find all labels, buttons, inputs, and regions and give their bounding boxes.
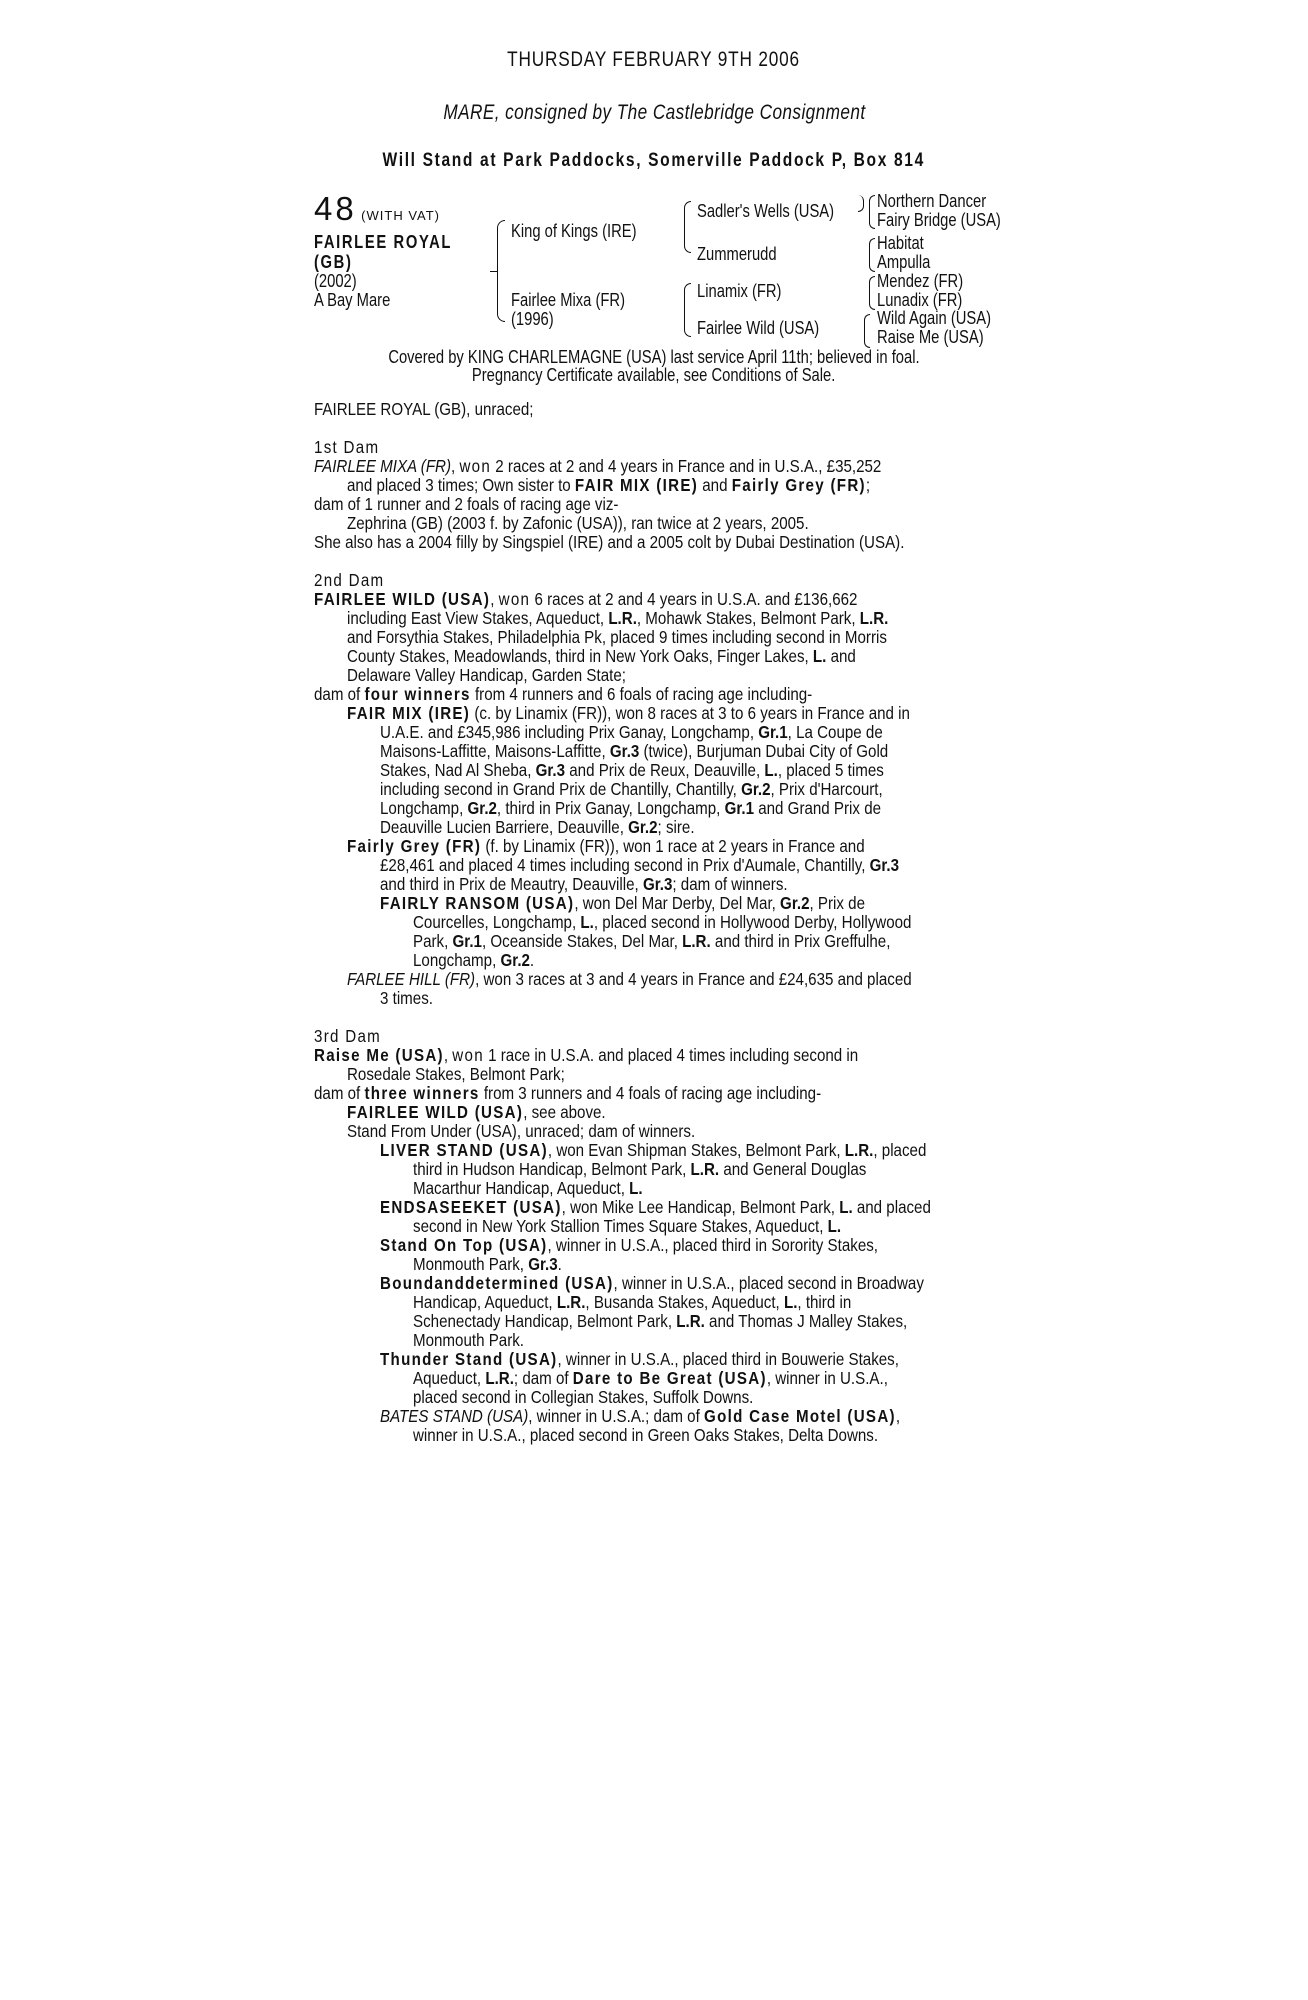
covered-line: Covered by KING CHARLEMAGNE (USA) last service April 11th; believed in foal. [388,347,920,367]
produce-boundanddetermined: Handicap, Aqueduct, L.R., Busanda Stakes, Aqueduct, L., third in [413,1292,852,1312]
produce-bates-stand: winner in U.S.A., placed second in Green Oaks Stakes, Delta Downs. [413,1425,879,1445]
produce-bates-stand: BATES STAND (USA), winner in U.S.A.; dam of Gold Case Motel (USA), [380,1406,901,1426]
pedigree-gen3-3: Habitat [877,233,924,253]
pedigree-brace-1-point [490,271,497,272]
pedigree-gen3-5: Mendez (FR) [877,271,964,291]
pedigree-gen3-6: Lunadix (FR) [877,290,963,310]
third-dam-line: dam of three winners from 3 runners and 4 foals of racing age including- [314,1083,822,1103]
second-dam-line: County Stakes, Meadowlands, third in New York Oaks, Finger Lakes, L. and [347,646,856,666]
third-dam-line: Raise Me (USA), won 1 race in U.S.A. and placed 4 times including second in [314,1045,859,1065]
second-dam-heading: 2nd Dam [314,570,385,590]
pedigree-dam-year: (1996) [511,309,554,329]
produce-thunder-stand: Aqueduct, L.R.; dam of Dare to Be Great (USA), winner in U.S.A., [413,1368,888,1388]
first-dam-line: and placed 3 times; Own sister to FAIR MIX (IRE) and Fairly Grey (FR); [347,475,871,495]
first-dam-heading: 1st Dam [314,437,380,457]
certificate-line: Pregnancy Certificate available, see Conditions of Sale. [472,365,836,385]
sale-date: THURSDAY FEBRUARY 9TH 2006 [507,48,801,71]
pedigree-sire: King of Kings (IRE) [511,221,637,241]
produce-stand-on-top: Stand On Top (USA), winner in U.S.A., placed third in Sorority Stakes, [380,1235,879,1255]
produce-stand-on-top: Monmouth Park, Gr.3. [413,1254,562,1274]
lot-number-block [314,190,440,228]
produce-farlee-hill: FARLEE HILL (FR), won 3 races at 3 and 4 years in France and £24,635 and placed [347,969,912,989]
first-dam-line: She also has a 2004 filly by Singspiel (IRE) and a 2005 colt by Dubai Destination (USA). [314,532,905,552]
pedigree-brace-2b [684,283,691,337]
pedigree-brace-3a [869,195,875,229]
produce-liver-stand: third in Hudson Handicap, Belmont Park, L.R. and General Douglas [413,1159,867,1179]
produce-boundanddetermined: Schenectady Handicap, Belmont Park, L.R. and Thomas J Malley Stakes, [413,1311,908,1331]
produce-fairly-ransom: Longchamp, Gr.2. [413,950,535,970]
third-dam-line: Rosedale Stakes, Belmont Park; [347,1064,565,1084]
pedigree-gen3-8: Raise Me (USA) [877,327,984,347]
lot-number: 48 [314,190,357,227]
produce-fairly-ransom: FAIRLY RANSOM (USA), won Del Mar Derby, Del Mar, Gr.2, Prix de [380,893,866,913]
pedigree-gen3-4: Ampulla [877,252,931,272]
second-dam-line: FAIRLEE WILD (USA), won 6 races at 2 and 4 years in U.S.A. and £136,662 [314,589,858,609]
first-dam-line: FAIRLEE MIXA (FR), won 2 races at 2 and 4 years in France and in U.S.A., £35,252 [314,456,882,476]
horse-year: (2002) [314,271,357,291]
produce-fairly-grey: Fairly Grey (FR) (f. by Linamix (FR)), won 1 race at 2 years in France and [347,836,865,856]
horse-name: FAIRLEE ROYAL [314,232,453,252]
first-dam-name: FAIRLEE MIXA (FR) [314,456,452,476]
first-dam-line: dam of 1 runner and 2 foals of racing age viz- [314,494,619,514]
produce-stand-from-under: Stand From Under (USA), unraced; dam of winners. [347,1121,696,1141]
pedigree-dam-dam: Fairlee Wild (USA) [697,318,820,338]
produce-fair-mix: U.A.E. and £345,986 including Prix Ganay, Longchamp, Gr.1, La Coupe de [380,722,883,742]
produce-liver-stand: LIVER STAND (USA), won Evan Shipman Stakes, Belmont Park, L.R., placed [380,1140,927,1160]
produce-record [314,400,1014,1445]
pedigree-brace-3b [869,238,875,272]
third-dam-name: Raise Me (USA) [314,1045,444,1065]
produce-boundanddetermined: Boundanddetermined (USA), winner in U.S.A., placed second in Broadway [380,1273,924,1293]
produce-fairly-ransom: Park, Gr.1, Oceanside Stakes, Del Mar, L.R. and third in Prix Greffulhe, [413,931,891,951]
second-dam-line: including East View Stakes, Aqueduct, L.R., Mohawk Stakes, Belmont Park, L.R. [347,608,889,628]
produce-fairlee-wild: FAIRLEE WILD (USA), see above. [347,1102,606,1122]
produce-liver-stand: Macarthur Handicap, Aqueduct, L. [413,1178,643,1198]
produce-thunder-stand: Thunder Stand (USA), winner in U.S.A., placed third in Bouwerie Stakes, [380,1349,899,1369]
first-dam-line: Zephrina (GB) (2003 f. by Zafonic (USA)), ran twice at 2 years, 2005. [347,513,809,533]
pedigree-gen3-2: Fairy Bridge (USA) [877,210,1001,230]
pedigree-brace-3d [864,314,870,348]
produce-fair-mix: Stakes, Nad Al Sheba, Gr.3 and Prix de Reux, Deauville, L., placed 5 times [380,760,884,780]
pedigree-dam: Fairlee Mixa (FR) [511,290,625,310]
produce-fair-mix: Maisons-Laffitte, Maisons-Laffitte, Gr.3 (twice), Burjuman Dubai City of Gold [380,741,889,761]
pedigree-brace-3c [869,276,875,310]
produce-fair-mix: FAIR MIX (IRE) (c. by Linamix (FR)), won 8 races at 3 to 6 years in France and in [347,703,910,723]
pedigree-gen3-7: Wild Again (USA) [877,308,992,328]
third-dam-heading: 3rd Dam [314,1026,382,1046]
produce-endsaseeket: second in New York Stallion Times Square Stakes, Aqueduct, L. [413,1216,842,1236]
produce-endsaseeket: ENDSASEEKET (USA), won Mike Lee Handicap, Belmont Park, L. and placed [380,1197,931,1217]
produce-boundanddetermined: Monmouth Park. [413,1330,525,1350]
pedigree-sire-sire: Sadler's Wells (USA) [697,201,835,221]
second-dam-name: FAIRLEE WILD (USA) [314,589,491,609]
produce-fairly-ransom: Courcelles, Longchamp, L., placed second in Hollywood Derby, Hollywood [413,912,912,932]
produce-fairly-grey: £28,461 and placed 4 times including second in Prix d'Aumale, Chantilly, Gr.3 [380,855,900,875]
stand-location: Will Stand at Park Paddocks, Somerville Paddock P, Box 814 [382,150,926,171]
pedigree-gen3-1: Northern Dancer [877,191,987,211]
lot-vat: (WITH VAT) [361,208,441,223]
produce-fair-mix: including second in Grand Prix de Chantilly, Chantilly, Gr.2, Prix d'Harcourt, [380,779,883,799]
produce-thunder-stand: placed second in Collegian Stakes, Suffolk Downs. [413,1387,754,1407]
pedigree-dam-sire: Linamix (FR) [697,281,782,301]
second-dam-line: and Forsythia Stakes, Philadelphia Pk, placed 9 times including second in Morris [347,627,887,647]
produce-fair-mix: Deauville Lucien Barriere, Deauville, Gr.2; sire. [380,817,695,837]
second-dam-line: dam of four winners from 4 runners and 6 foals of racing age including- [314,684,813,704]
pedigree-sire-dam: Zummerudd [697,244,777,264]
pedigree-brace-1 [497,220,505,322]
produce-fair-mix: Longchamp, Gr.2, third in Prix Ganay, Longchamp, Gr.1 and Grand Prix de [380,798,882,818]
consignment-line: MARE, consigned by The Castlebridge Consignment [442,101,866,124]
horse-description: A Bay Mare [314,290,391,310]
second-dam-line: Delaware Valley Handicap, Garden State; [347,665,626,685]
horse-origin: (GB) [314,252,353,272]
produce-farlee-hill: 3 times. [380,988,433,1008]
produce-fairly-grey: and third in Prix de Meautry, Deauville, Gr.3; dam of winners. [380,874,788,894]
pedigree-brace-2a [684,201,691,253]
intro-line: FAIRLEE ROYAL (GB), unraced; [314,399,534,419]
